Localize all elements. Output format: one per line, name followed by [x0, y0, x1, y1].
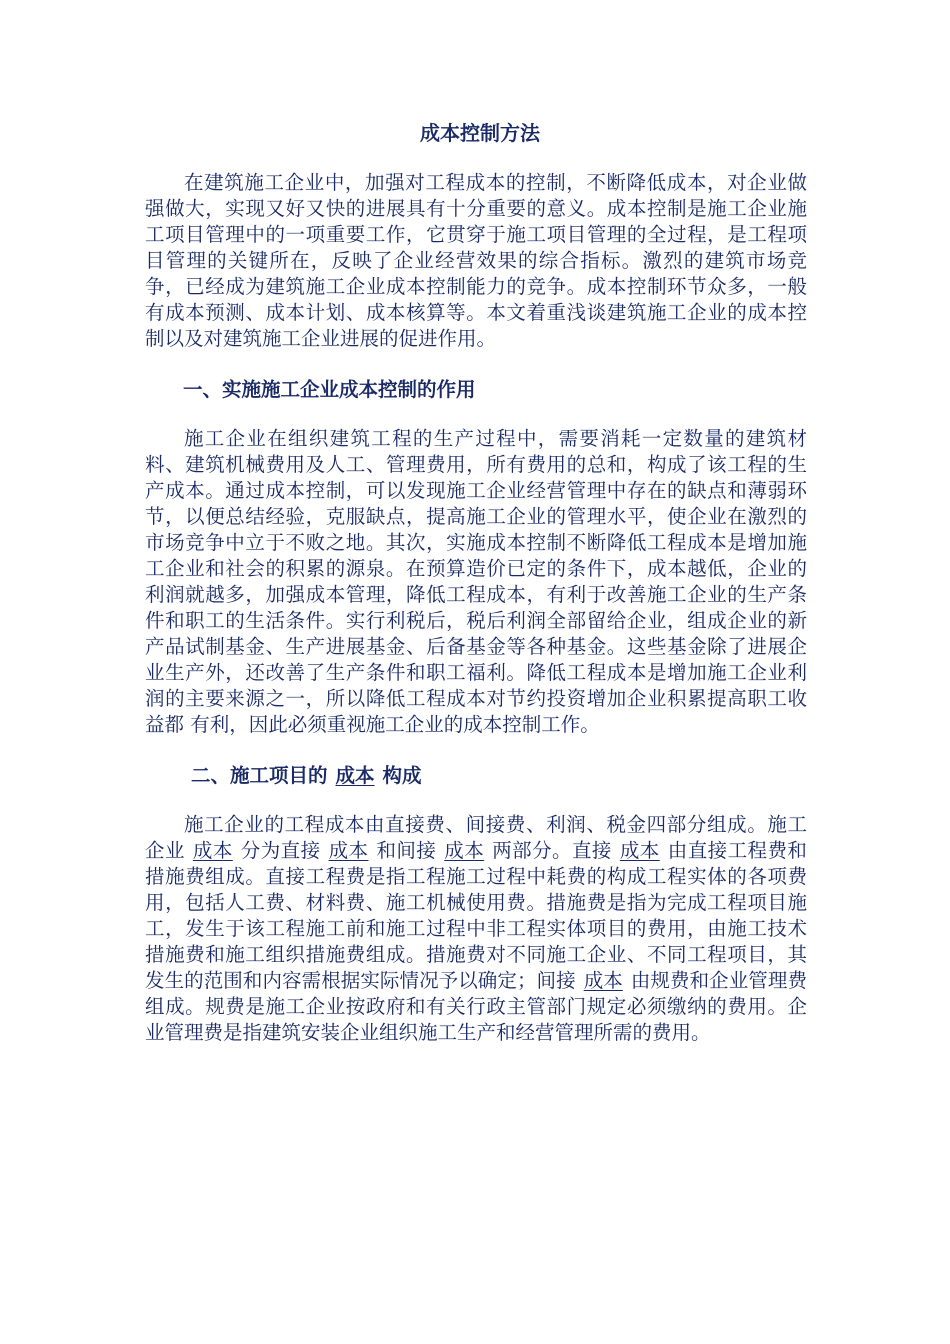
document-title: 成本控制方法	[420, 121, 540, 145]
section-1-heading: 一、实施施工企业成本控制的作用	[183, 378, 476, 401]
section-2-paragraph	[145, 812, 807, 1046]
cost-link-3[interactable]: 成本	[444, 839, 485, 862]
section-2-text-2: 分为直接	[240, 839, 321, 862]
intro-paragraph: 在建筑施工企业中，加强对工程成本的控制，不断降低成本，对企业做强做大，实现又好又快的进展具有十分重要的意义。成本控制是施工企业施工项目管理中的一项重要工作，它贯穿于施工项目管理的全过程，是工程项目管理的关键所在，反映了企业经营效果的综合指标。激烈的建筑市场竞争，已经成为建筑施工企业成本控制能力的竞争。成本控制环节众多，一般有成本预测、成本计划、成本核算等。本文着重浅谈建筑施工企业的成本控制以及对建筑施工企业进展的促进作用。	[145, 171, 807, 350]
cost-link-1[interactable]: 成本	[192, 839, 233, 862]
section-2-heading-suffix: 构成	[382, 764, 422, 787]
section-2-heading-prefix: 二、施工项目的	[191, 764, 328, 787]
document-page	[145, 118, 807, 1046]
section-2-text-4: 两部分。直接	[492, 839, 612, 862]
section-1-paragraph: 施工企业在组织建筑工程的生产过程中，需要消耗一定数量的建筑材料、建筑机械费用及人工、管理费用，所有费用的总和，构成了该工程的生产成本。通过成本控制，可以发现施工企业经营管理中存在的缺点和薄弱环节，以便总结经验，克服缺点，提高施工企业的管理水平，使企业在激烈的市场竞争中立于不败之地。其次，实施成本控制不断降低工程成本是增加施工企业和社会的积累的源泉。在预算造价已定的条件下，成本越低，企业的利润就越多，加强成本管理，降低工程成本，有利于改善施工企业的生产条件和职工的生活条件。实行利税后，税后利润全部留给企业，组成企业的新产品试制基金、生产进展基金、后备基金等各种基金。这些基金除了进展企业生产外，还改善了生产条件和职工福利。降低工程成本是增加施工企业利润的主要来源之一，所以降低工程成本对节约投资增加企业积累提高职工收益都 有利，因此必须重视施工企业的成本控制工作。	[145, 427, 807, 736]
cost-link-2[interactable]: 成本	[328, 839, 369, 862]
section-2-text-6: 由规费和企业管理费组成。规费是施工企业按政府和有关行政主管部门规定必须缴纳的费用。企业管理费是指建筑安装企业组织施工生产和经营管理所需的费用。	[145, 969, 807, 1044]
section-2-text-5: 由直接工程费和措施费组成。直接工程费是指工程施工过程中耗费的构成工程实体的各项费用，包括人工费、材料费、施工机械使用费。措施费是指为完成工程项目施工，发生于该工程施工前和施工过程中非工程实体项目的费用，由施工技术措施费和施工组织措施费组成。措施费对不同施工企业、不同工程项目，其发生的范围和内容需根据实际情况予以确定；间接	[145, 839, 807, 992]
cost-link-5[interactable]: 成本	[583, 969, 623, 992]
cost-link-4[interactable]: 成本	[619, 839, 660, 862]
section-2-heading-link[interactable]: 成本	[335, 764, 375, 787]
section-2-text-1: 施工企业的工程成本由直接费、间接费、利润、税金四部分组成。施工企业	[145, 813, 807, 862]
section-2-text-3: 和间接	[376, 839, 437, 862]
section-2-heading	[145, 762, 807, 790]
